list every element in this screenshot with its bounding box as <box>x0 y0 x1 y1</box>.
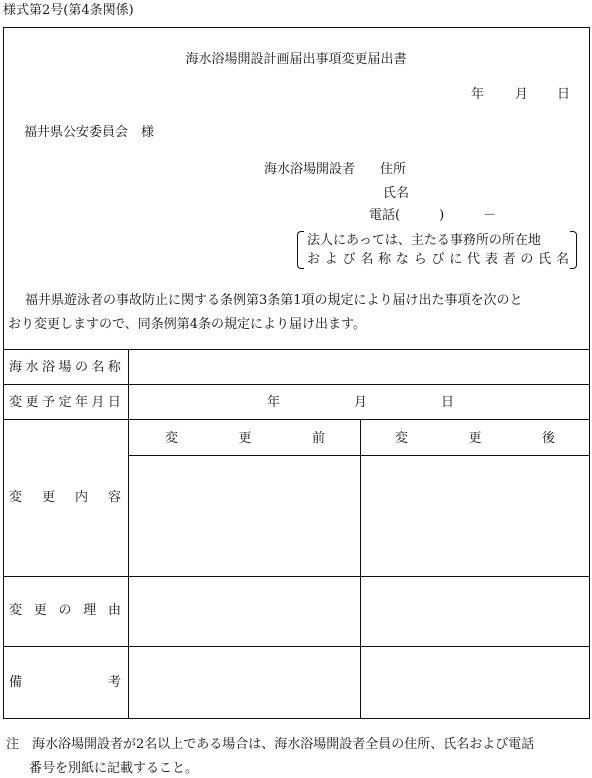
remarks-label-char: 備 <box>9 675 23 690</box>
reason-label <box>9 604 121 617</box>
applicant-role: 海水浴場開設者 <box>264 162 356 177</box>
planned-year-label: 年 <box>267 395 281 410</box>
table-top-line <box>3 349 590 350</box>
corporate-note-line2-char: な <box>395 252 409 267</box>
after-header-char: 更 <box>468 431 482 446</box>
corporate-note-line2-char: 名 <box>555 252 569 267</box>
beach-name-label-char: 浴 <box>41 360 55 375</box>
body-text-line1: 福井県遊泳者の事故防止に関する条例第3条第1項の規定により届け出た事項を次のと <box>25 293 523 308</box>
form-title: 海水浴場開設計画届出事項変更届出書 <box>185 52 407 67</box>
planned-date-label-char: 年 <box>74 395 88 410</box>
date-day-label: 日 <box>557 87 571 102</box>
remarks-label <box>9 676 121 689</box>
remarks-after-value[interactable] <box>364 649 587 716</box>
reason-label-char: 更 <box>33 603 47 618</box>
planned-day-label: 日 <box>441 395 455 410</box>
date-year-label: 年 <box>471 87 485 102</box>
beach-name-value[interactable] <box>132 352 587 382</box>
reason-label-char: 変 <box>9 603 23 618</box>
addressee: 福井県公安委員会 様 <box>24 125 155 140</box>
beach-name-label <box>9 361 121 374</box>
planned-date-label-char: 月 <box>91 395 105 410</box>
row-line-2 <box>3 419 590 420</box>
row-line-4 <box>3 646 590 647</box>
row-line-1 <box>3 384 590 385</box>
reason-before-value[interactable] <box>132 579 357 643</box>
corporate-note-line2-char: ら <box>413 252 427 267</box>
planned-date-label-char: 予 <box>41 395 55 410</box>
corporate-note-line2-char: び <box>342 252 356 267</box>
beach-name-label-char: 名 <box>91 360 105 375</box>
before-header-char: 前 <box>311 431 325 446</box>
corporate-note-line2-char: 称 <box>378 252 392 267</box>
subheader-line <box>128 455 590 456</box>
footnote-line2: 番号を別紙に記載すること。 <box>29 761 199 776</box>
remarks-before-value[interactable] <box>132 649 357 716</box>
after-header-char: 後 <box>541 431 555 446</box>
corporate-note-line2-char: お <box>307 252 321 267</box>
change-content-label-char: 変 <box>9 490 23 505</box>
corporate-note-line2-char: に <box>449 252 463 267</box>
beach-name-label-char: 水 <box>25 360 39 375</box>
reason-label-char: 理 <box>83 603 97 618</box>
planned-date-label-char: 日 <box>107 395 121 410</box>
change-content-label-char: 容 <box>107 490 121 505</box>
corporate-note-line2-char: び <box>431 252 445 267</box>
corporate-note-line2-char: 表 <box>484 252 498 267</box>
before-header-char: 更 <box>238 431 252 446</box>
corporate-note-line2-char: の <box>520 252 534 267</box>
corporate-note-line1: 法人にあっては、主たる事務所の所在地 <box>307 233 541 248</box>
beach-name-label-char: の <box>74 360 88 375</box>
planned-month-label: 月 <box>354 395 368 410</box>
reason-label-char: の <box>58 603 72 618</box>
address-label: 住所 <box>380 162 407 177</box>
row-line-3 <box>3 576 590 577</box>
beach-name-label-char: 称 <box>107 360 121 375</box>
corporate-note-line2 <box>307 253 569 266</box>
bracket-left <box>297 231 304 269</box>
reason-after-value[interactable] <box>364 579 587 643</box>
reason-label-char: 由 <box>107 603 121 618</box>
phone-label: 電話( ) － <box>369 208 497 223</box>
remarks-label-char: 考 <box>107 675 121 690</box>
form-number: 様式第2号(第4条関係) <box>3 3 134 18</box>
beach-name-label-char: 海 <box>9 360 23 375</box>
change-content-label-char: 更 <box>41 490 55 505</box>
corporate-note-line2-char: 氏 <box>538 252 552 267</box>
planned-date-label-char: 定 <box>58 395 72 410</box>
before-after-divider <box>360 419 361 719</box>
change-before-value[interactable] <box>132 458 357 573</box>
corporate-note-line2-char: よ <box>324 252 338 267</box>
corporate-note-line2-char: 名 <box>360 252 374 267</box>
beach-name-label-char: 場 <box>58 360 72 375</box>
after-header <box>395 432 555 445</box>
bracket-right <box>570 231 577 269</box>
change-after-value[interactable] <box>364 458 587 573</box>
planned-date-label <box>9 396 121 409</box>
date-month-label: 月 <box>515 87 529 102</box>
corporate-note-line2-char: 者 <box>502 252 516 267</box>
body-text-line2: おり変更しますので、同条例第4条の規定により届け出ます。 <box>8 317 366 332</box>
change-content-label-char: 内 <box>74 490 88 505</box>
before-header <box>165 432 325 445</box>
label-column-line <box>128 349 129 719</box>
before-header-char: 変 <box>165 431 179 446</box>
change-content-label <box>9 491 121 504</box>
name-label: 氏名 <box>383 186 410 201</box>
planned-date-label-char: 変 <box>9 395 23 410</box>
planned-date-label-char: 更 <box>25 395 39 410</box>
after-header-char: 変 <box>395 431 409 446</box>
corporate-note-line2-char: 代 <box>467 252 481 267</box>
footnote-line1: 注 海水浴場開設者が2名以上である場合は、海水浴場開設者全員の住所、氏名および電話 <box>6 737 535 752</box>
